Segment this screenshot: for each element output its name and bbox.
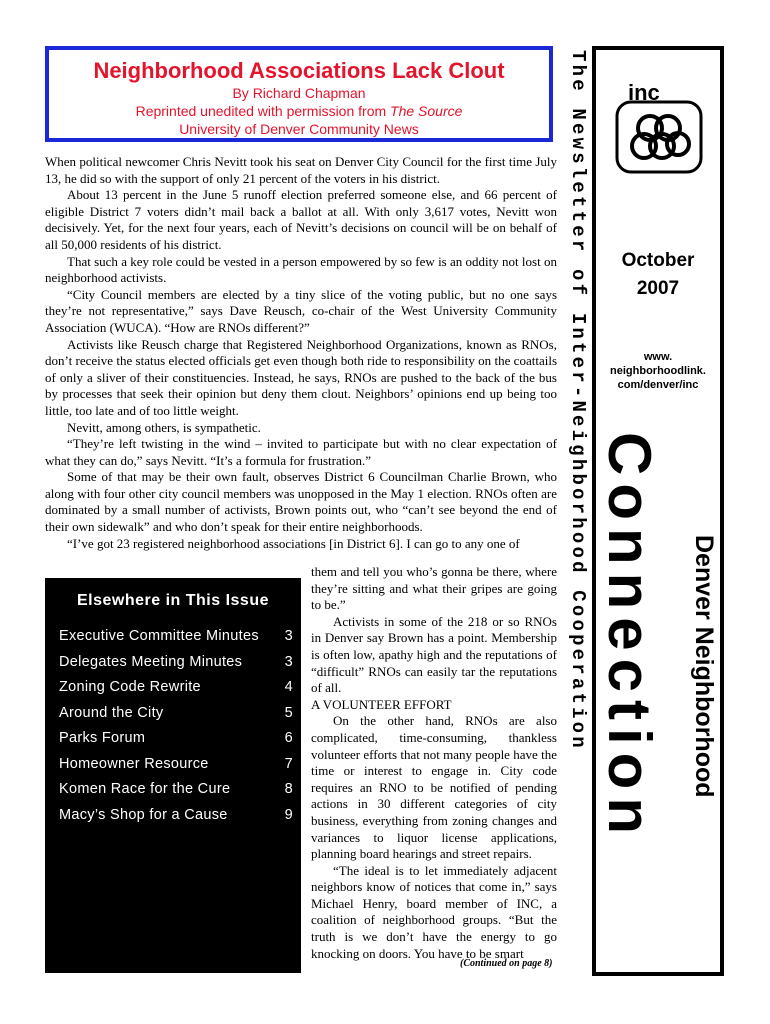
list-item[interactable] — [45, 624, 301, 650]
contents-label: Around the City — [59, 704, 164, 721]
article-body-right — [311, 564, 557, 962]
url-line: com/denver/inc — [617, 379, 699, 391]
article-paragraph: Activists like Reusch charge that Registered Neighborhood Organizations, known as RNOs, don’t receive the status elected officials get even though both ride to responsibility on the coattails of only a sliver of their constituencies. Instead, he says, RNOs are pushed to the back of the bus by processes that seek their opinion but deny them clout. Neighbors’ opinions end up being too little, too late and of too little weight. — [45, 336, 557, 418]
article-body-top — [45, 154, 557, 552]
article-paragraph: “I’ve got 23 registered neighborhood associations [in District 6]. I can go to any one of — [67, 535, 520, 551]
article-paragraph: When political newcomer Chris Nevitt took his seat on Denver City Council for the first time July 13, he did so with the support of only 21 percent of the voters in his district. — [45, 154, 557, 186]
contents-label: Zoning Code Rewrite — [59, 679, 201, 695]
list-item[interactable] — [45, 675, 301, 701]
vertical-tagline: The Newsletter of Inter-Neighborhood Cooperation — [567, 50, 589, 751]
article-paragraph: On the other hand, RNOs are also complicated, time-consuming, thankless volunteer efforts that not many people have the time or interest to engage in. City code requires an RNO to be notified of pending actions in 30 different categories of city business, everything from zoning changes and variances to liquor license applications, planning board hearings and street repairs. — [311, 713, 557, 862]
reprint-source: The Source — [390, 103, 463, 119]
article-paragraph: That such a key role could be vested in a person empowered by so few is an oddity not lost on neighborhood activists. — [45, 253, 557, 286]
reprint-note — [49, 102, 549, 120]
reprint-prefix: Reprinted unedited with permission from — [135, 103, 391, 119]
article-paragraph: Some of that may be their own fault, observes District 6 Councilman Charlie Brown, who along with four other city council members was unopposed in the May 1 election. RNOs often are dominated by a small number of activists, Brown points out, who “can’t see beyond the end of their own sidewalk” and who don’t speak for their entire neighborhoods. — [45, 469, 557, 535]
issue-month: October — [621, 250, 695, 271]
list-item[interactable] — [45, 777, 301, 803]
contents-page: 8 — [284, 781, 293, 797]
contents-page: 6 — [284, 730, 293, 746]
contents-label: Komen Race for the Cure — [59, 781, 231, 797]
contents-label: Parks Forum — [59, 730, 146, 746]
interlocking-rings-logo-icon — [614, 80, 704, 175]
contents-page: 3 — [284, 628, 293, 644]
logo-text: inc — [628, 80, 660, 105]
elsewhere-sidebar — [45, 578, 301, 973]
contents-label: Executive Committee Minutes — [59, 628, 259, 644]
article-paragraph: Nevitt, among others, is sympathetic. — [67, 419, 261, 435]
contents-page: 4 — [284, 679, 293, 695]
list-item[interactable] — [45, 701, 301, 727]
article-paragraph: “They’re left twisting in the wind – invited to participate but with no clear expectation of what they can do,” says Nevitt. “It’s a formula for frustration.” — [45, 436, 557, 468]
contents-page: 5 — [284, 704, 293, 721]
article-paragraph: “The ideal is to let immediately adjacent neighbors know of notices that come in,” says Michael Henry, board member of INC, a coalition of neighborhood groups. “But the truth is we don’t have the energy to go knocking on doors. You have to be smart — [311, 862, 557, 961]
contents-label: Homeowner Resource — [59, 755, 209, 772]
publication-name: University of Denver Community News — [179, 121, 419, 137]
masthead-panel — [592, 46, 724, 976]
list-item[interactable] — [45, 650, 301, 676]
contents-page: 3 — [284, 653, 293, 670]
article-paragraph: them and tell you who’s gonna be there, where they’re sitting and what their gripes are going to be.” — [311, 564, 557, 613]
list-item[interactable] — [45, 726, 301, 752]
newsletter-name-denver-neighborhood: Denver Neighborhood — [690, 535, 718, 798]
headline-box — [45, 46, 553, 142]
contents-label: Macy’s Shop for a Cause — [59, 806, 228, 823]
url-line: neighborhoodlink. — [610, 365, 706, 377]
vertical-tagline-strip — [563, 50, 589, 970]
section-subheading: A VOLUNTEER EFFORT — [311, 696, 452, 712]
article-title: Neighborhood Associations Lack Clout — [93, 58, 505, 83]
continued-note: (Continued on page 8) — [460, 958, 553, 969]
contents-list — [45, 624, 301, 828]
newsletter-name-connection: Connection — [596, 432, 663, 842]
article-paragraph: “City Council members are elected by a tiny slice of the voting public, but no one says they’re not representative,” says Dave Reusch, co-chair of the West University Community Association (WUCA). “How are RNOs different?” — [45, 286, 557, 335]
sidebar-title: Elsewhere in This Issue — [76, 592, 269, 609]
list-item[interactable] — [45, 803, 301, 829]
byline: By Richard Chapman — [232, 85, 366, 101]
url-line: www. — [643, 351, 673, 363]
contents-label: Delegates Meeting Minutes — [59, 653, 243, 670]
list-item[interactable] — [45, 752, 301, 778]
article-paragraph: Activists in some of the 218 or so RNOs in Denver say Brown has a point. Membership is often low, apathy high and the reputations of “difficult” RNOs can easily tar the reputations of all. — [311, 613, 557, 696]
article-paragraph: About 13 percent in the June 5 runoff election preferred someone else, and 66 percent of eligible District 7 voters didn’t mail back a ballot at all. With only 3,617 votes, Nevitt won decisively. Yet, for the next four years, each of Nevitt’s decisions on council will be on behalf of all 50,000 residents of his district. — [45, 187, 557, 252]
contents-page: 7 — [284, 755, 293, 772]
website-url[interactable] — [596, 350, 720, 392]
contents-page: 9 — [284, 806, 293, 823]
issue-year: 2007 — [636, 278, 680, 299]
